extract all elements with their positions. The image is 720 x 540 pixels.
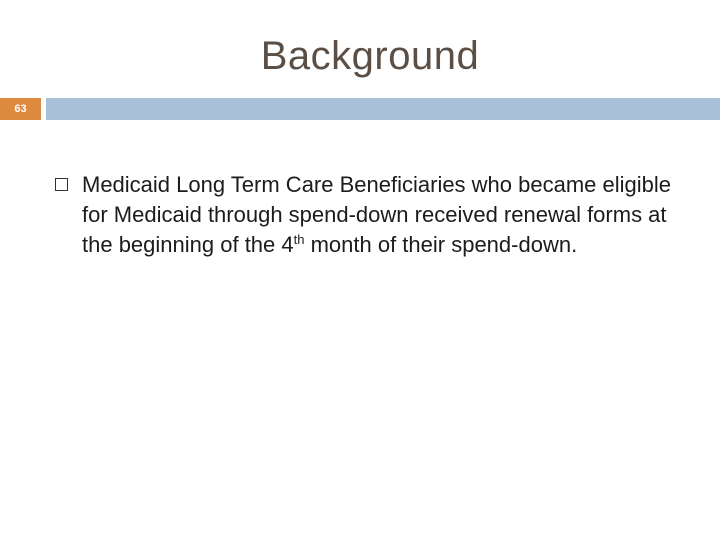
hollow-square-icon — [55, 178, 68, 191]
header-bar — [46, 98, 720, 120]
bullet-text-lead: Medicaid Long Term Care Beneficiaries who became eligible for Medicaid through spend-down received renewal forms at the beginning of the 4 — [82, 172, 672, 257]
bullet-text-superscript: th — [293, 232, 305, 247]
slide-number-badge: 63 — [0, 98, 41, 120]
bullet-item — [82, 170, 682, 260]
slide-title: Background — [260, 34, 480, 78]
bullet-text-tail: month of their spend-down. — [304, 232, 578, 257]
